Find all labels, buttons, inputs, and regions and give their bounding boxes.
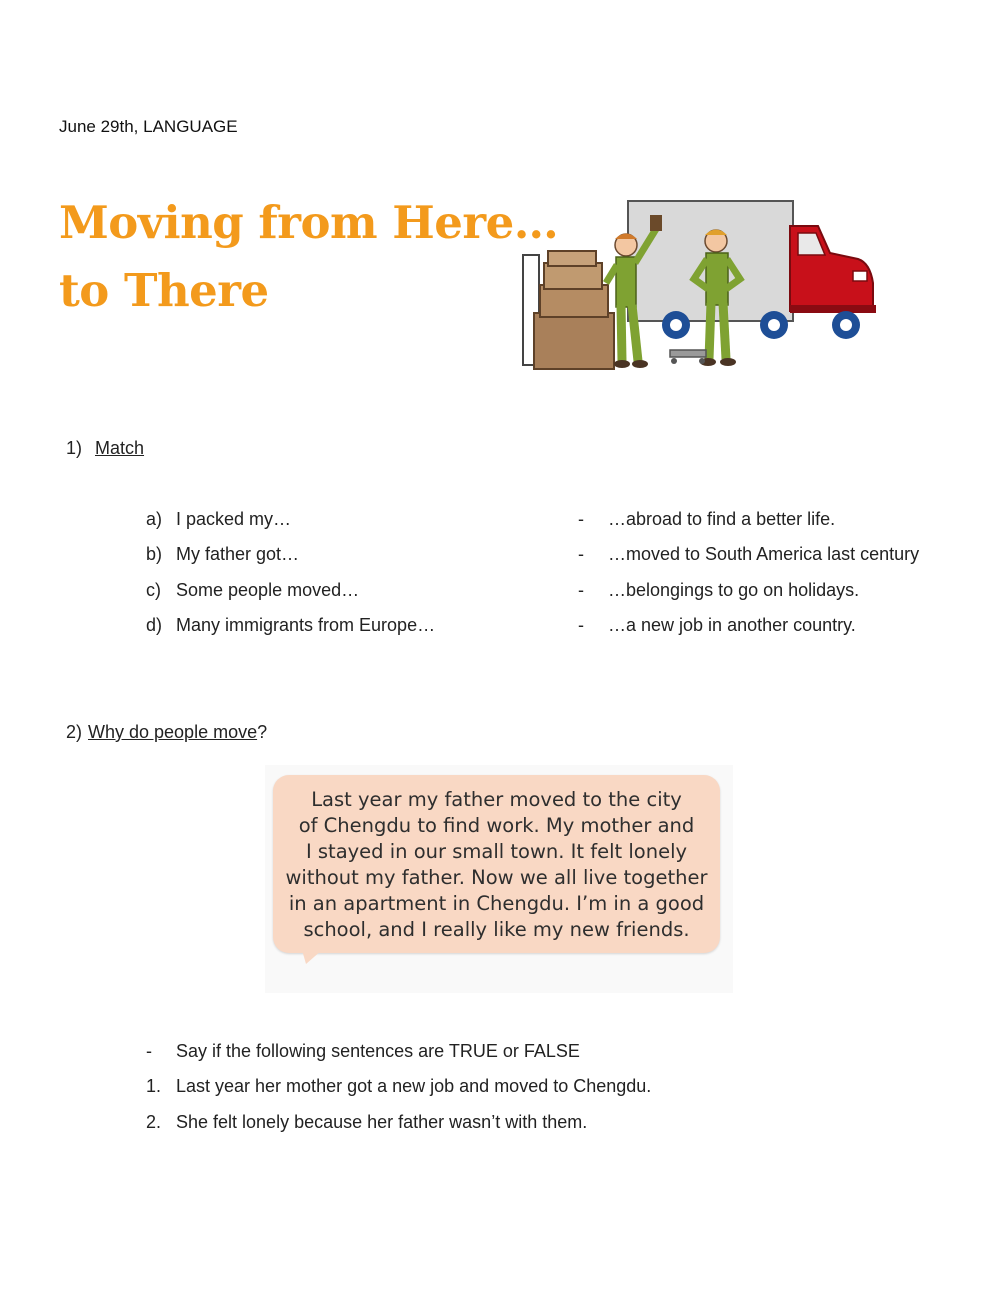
statement-2-text: She felt lonely because her father wasn’t with them. — [176, 1112, 588, 1132]
moving-truck-workers-illustration — [518, 193, 890, 378]
instruction-marker: - — [146, 1041, 152, 1061]
match-right-item-4: …a new job in another country. — [608, 615, 856, 635]
instruction-text: Say if the following sentences are TRUE or FALSE — [176, 1041, 580, 1061]
match-left-marker-c: c) — [146, 580, 161, 600]
question-1-number: 1) — [66, 438, 83, 458]
match-left-item-c: Some people moved… — [176, 580, 360, 600]
date-heading: June 29th, LANGUAGE — [59, 117, 238, 136]
bubble-line-4: without my father. Now we all live together — [285, 866, 708, 889]
bubble-line-6: school, and I really like my new friends. — [303, 918, 690, 941]
statement-2-marker: 2. — [146, 1112, 162, 1132]
question-2-number: 2) — [66, 722, 83, 742]
match-right-marker-2: - — [578, 544, 584, 564]
statement-1-marker: 1. — [146, 1076, 162, 1096]
match-right-marker-4: - — [578, 615, 584, 635]
match-left-marker-b: b) — [146, 544, 163, 564]
dolly-icon — [670, 350, 706, 364]
match-right-item-1: …abroad to find a better life. — [608, 509, 836, 529]
question-2-label-text: Why do people move — [88, 722, 258, 742]
match-left-item-d: Many immigrants from Europe… — [176, 615, 436, 635]
page-title-line-2: to There — [59, 264, 269, 317]
match-left-marker-a: a) — [146, 509, 163, 529]
question-2-label-suffix: ? — [257, 722, 268, 742]
page-title-line-1: Moving from Here… — [59, 196, 559, 249]
match-left-item-a: I packed my… — [176, 509, 292, 529]
speech-bubble-tail — [300, 950, 326, 966]
boxes-icon — [523, 251, 614, 369]
match-left-marker-d: d) — [146, 615, 163, 635]
match-right-marker-1: - — [578, 509, 584, 529]
bubble-line-1: Last year my father moved to the city — [311, 788, 682, 811]
question-2-label — [88, 722, 267, 743]
match-right-item-3: …belongings to go on holidays. — [608, 580, 860, 600]
question-1-label: Match — [95, 438, 145, 458]
bubble-line-2: of Chengdu to find work. My mother and — [298, 814, 695, 837]
statement-1-text: Last year her mother got a new job and moved to Chengdu. — [176, 1076, 652, 1096]
truck-icon — [628, 201, 876, 339]
bubble-line-3: I stayed in our small town. It felt lonely — [305, 840, 688, 863]
match-left-item-b: My father got… — [176, 544, 300, 564]
match-right-marker-3: - — [578, 580, 584, 600]
bubble-line-5: in an apartment in Chengdu. I’m in a good — [288, 892, 705, 915]
match-right-item-2: …moved to South America last century — [608, 544, 920, 564]
